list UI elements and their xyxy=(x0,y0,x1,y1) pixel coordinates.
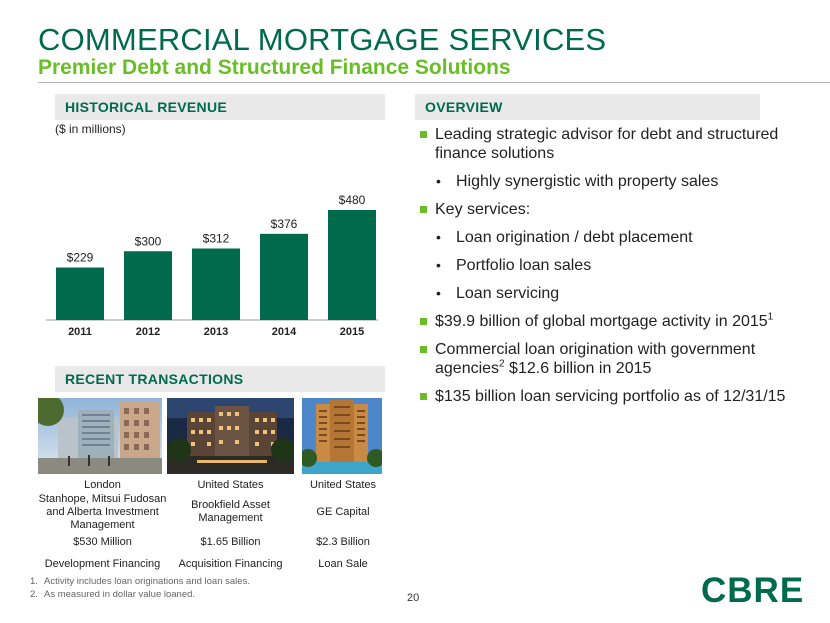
footnotes xyxy=(30,575,250,601)
footnote-2: 2. As measured in dollar value loaned. xyxy=(30,589,196,600)
title-divider xyxy=(38,82,830,83)
overview-subbullet: • Highly synergistic with property sales xyxy=(436,173,719,190)
transaction-london xyxy=(30,478,175,575)
overview-header: OVERVIEW xyxy=(415,94,760,120)
x-tick-label: 2013 xyxy=(203,326,229,338)
overview-list xyxy=(420,125,800,415)
overview-bullet: $39.9 billion of global mortgage activity in 2015$^1$ xyxy=(420,312,800,331)
transaction-location: United States xyxy=(309,479,377,491)
overview-subbullet: • Loan origination / debt placement xyxy=(436,229,693,246)
transaction-amount: $1.65 Billion xyxy=(200,535,261,548)
transaction-location: London xyxy=(84,479,121,491)
overview-bullet: $135 billion loan servicing portfolio as of 12/31/15 xyxy=(420,387,800,406)
revenue-bar-2015 xyxy=(328,210,376,320)
revenue-bar-2011 xyxy=(56,268,104,320)
bullet-dot-icon: • xyxy=(436,173,441,189)
bullet-square-icon xyxy=(420,131,427,138)
bullet-dot-icon: • xyxy=(436,229,441,245)
footnote-1: 1. Activity includes loan originations and loan sales. xyxy=(30,576,250,587)
page-subtitle: Premier Debt and Structured Finance Solutions xyxy=(38,56,511,79)
bullet-square-icon xyxy=(420,393,427,400)
revenue-bar-2012 xyxy=(124,251,172,320)
transaction-brookfield xyxy=(163,478,298,575)
overview-bullet: Leading strategic advisor for debt and structured finance solutions xyxy=(420,125,800,163)
transaction-client: GE Capital xyxy=(316,505,370,518)
page-number: 20 xyxy=(407,592,420,604)
transaction-type: Development Financing xyxy=(44,557,161,570)
bullet-dot-icon: • xyxy=(436,285,441,301)
cbre-logo: CBRE xyxy=(701,571,805,610)
bar-value-label: $229 xyxy=(66,250,94,265)
bar-value-label: $376 xyxy=(270,216,298,231)
transaction-photo-brookfield xyxy=(167,398,294,474)
bar-value-label: $300 xyxy=(134,234,162,249)
bullet-square-icon xyxy=(420,318,427,325)
overview-bullet: Key services: xyxy=(420,200,800,219)
bullet-dot-icon: • xyxy=(436,257,441,273)
x-tick-label: 2012 xyxy=(135,326,161,338)
overview-bullet: Commercial loan origination with government agencies$^2$ $12.6 billion in 2015 xyxy=(420,340,800,378)
transaction-client: Stanhope, Mitsui Fudosan and Alberta Investment Management xyxy=(38,492,167,531)
historical-revenue-chart xyxy=(38,190,378,340)
transaction-ge-capital xyxy=(297,478,389,575)
transaction-amount: $530 Million xyxy=(73,535,132,548)
x-tick-label: 2011 xyxy=(68,326,92,338)
overview-subbullet: • Portfolio loan sales xyxy=(436,257,592,274)
revenue-bar-2014 xyxy=(260,234,308,320)
overview-subbullet: • Loan servicing xyxy=(436,285,560,302)
bar-value-label: $480 xyxy=(338,193,366,207)
transaction-type: Loan Sale xyxy=(318,557,368,570)
transaction-type: Acquisition Financing xyxy=(178,557,283,570)
revenue-bar-2013 xyxy=(192,249,240,321)
recent-transactions-header: RECENT TRANSACTIONS xyxy=(55,366,385,392)
historical-revenue-header: HISTORICAL REVENUE xyxy=(55,94,385,120)
page-title: COMMERCIAL MORTGAGE SERVICES xyxy=(38,22,607,57)
bullet-square-icon xyxy=(420,206,427,213)
transaction-photo-ge-capital xyxy=(302,398,382,474)
transaction-location: United States xyxy=(197,479,264,491)
x-tick-label: 2014 xyxy=(271,326,297,338)
transaction-client: Brookfield Asset Management xyxy=(191,499,270,524)
revenue-units-label: ($ in millions) xyxy=(55,122,126,136)
bullet-square-icon xyxy=(420,346,427,353)
x-tick-label: 2015 xyxy=(339,326,365,338)
bar-value-label: $312 xyxy=(202,231,230,246)
transaction-amount: $2.3 Billion xyxy=(316,535,370,548)
transaction-photo-london xyxy=(38,398,162,474)
